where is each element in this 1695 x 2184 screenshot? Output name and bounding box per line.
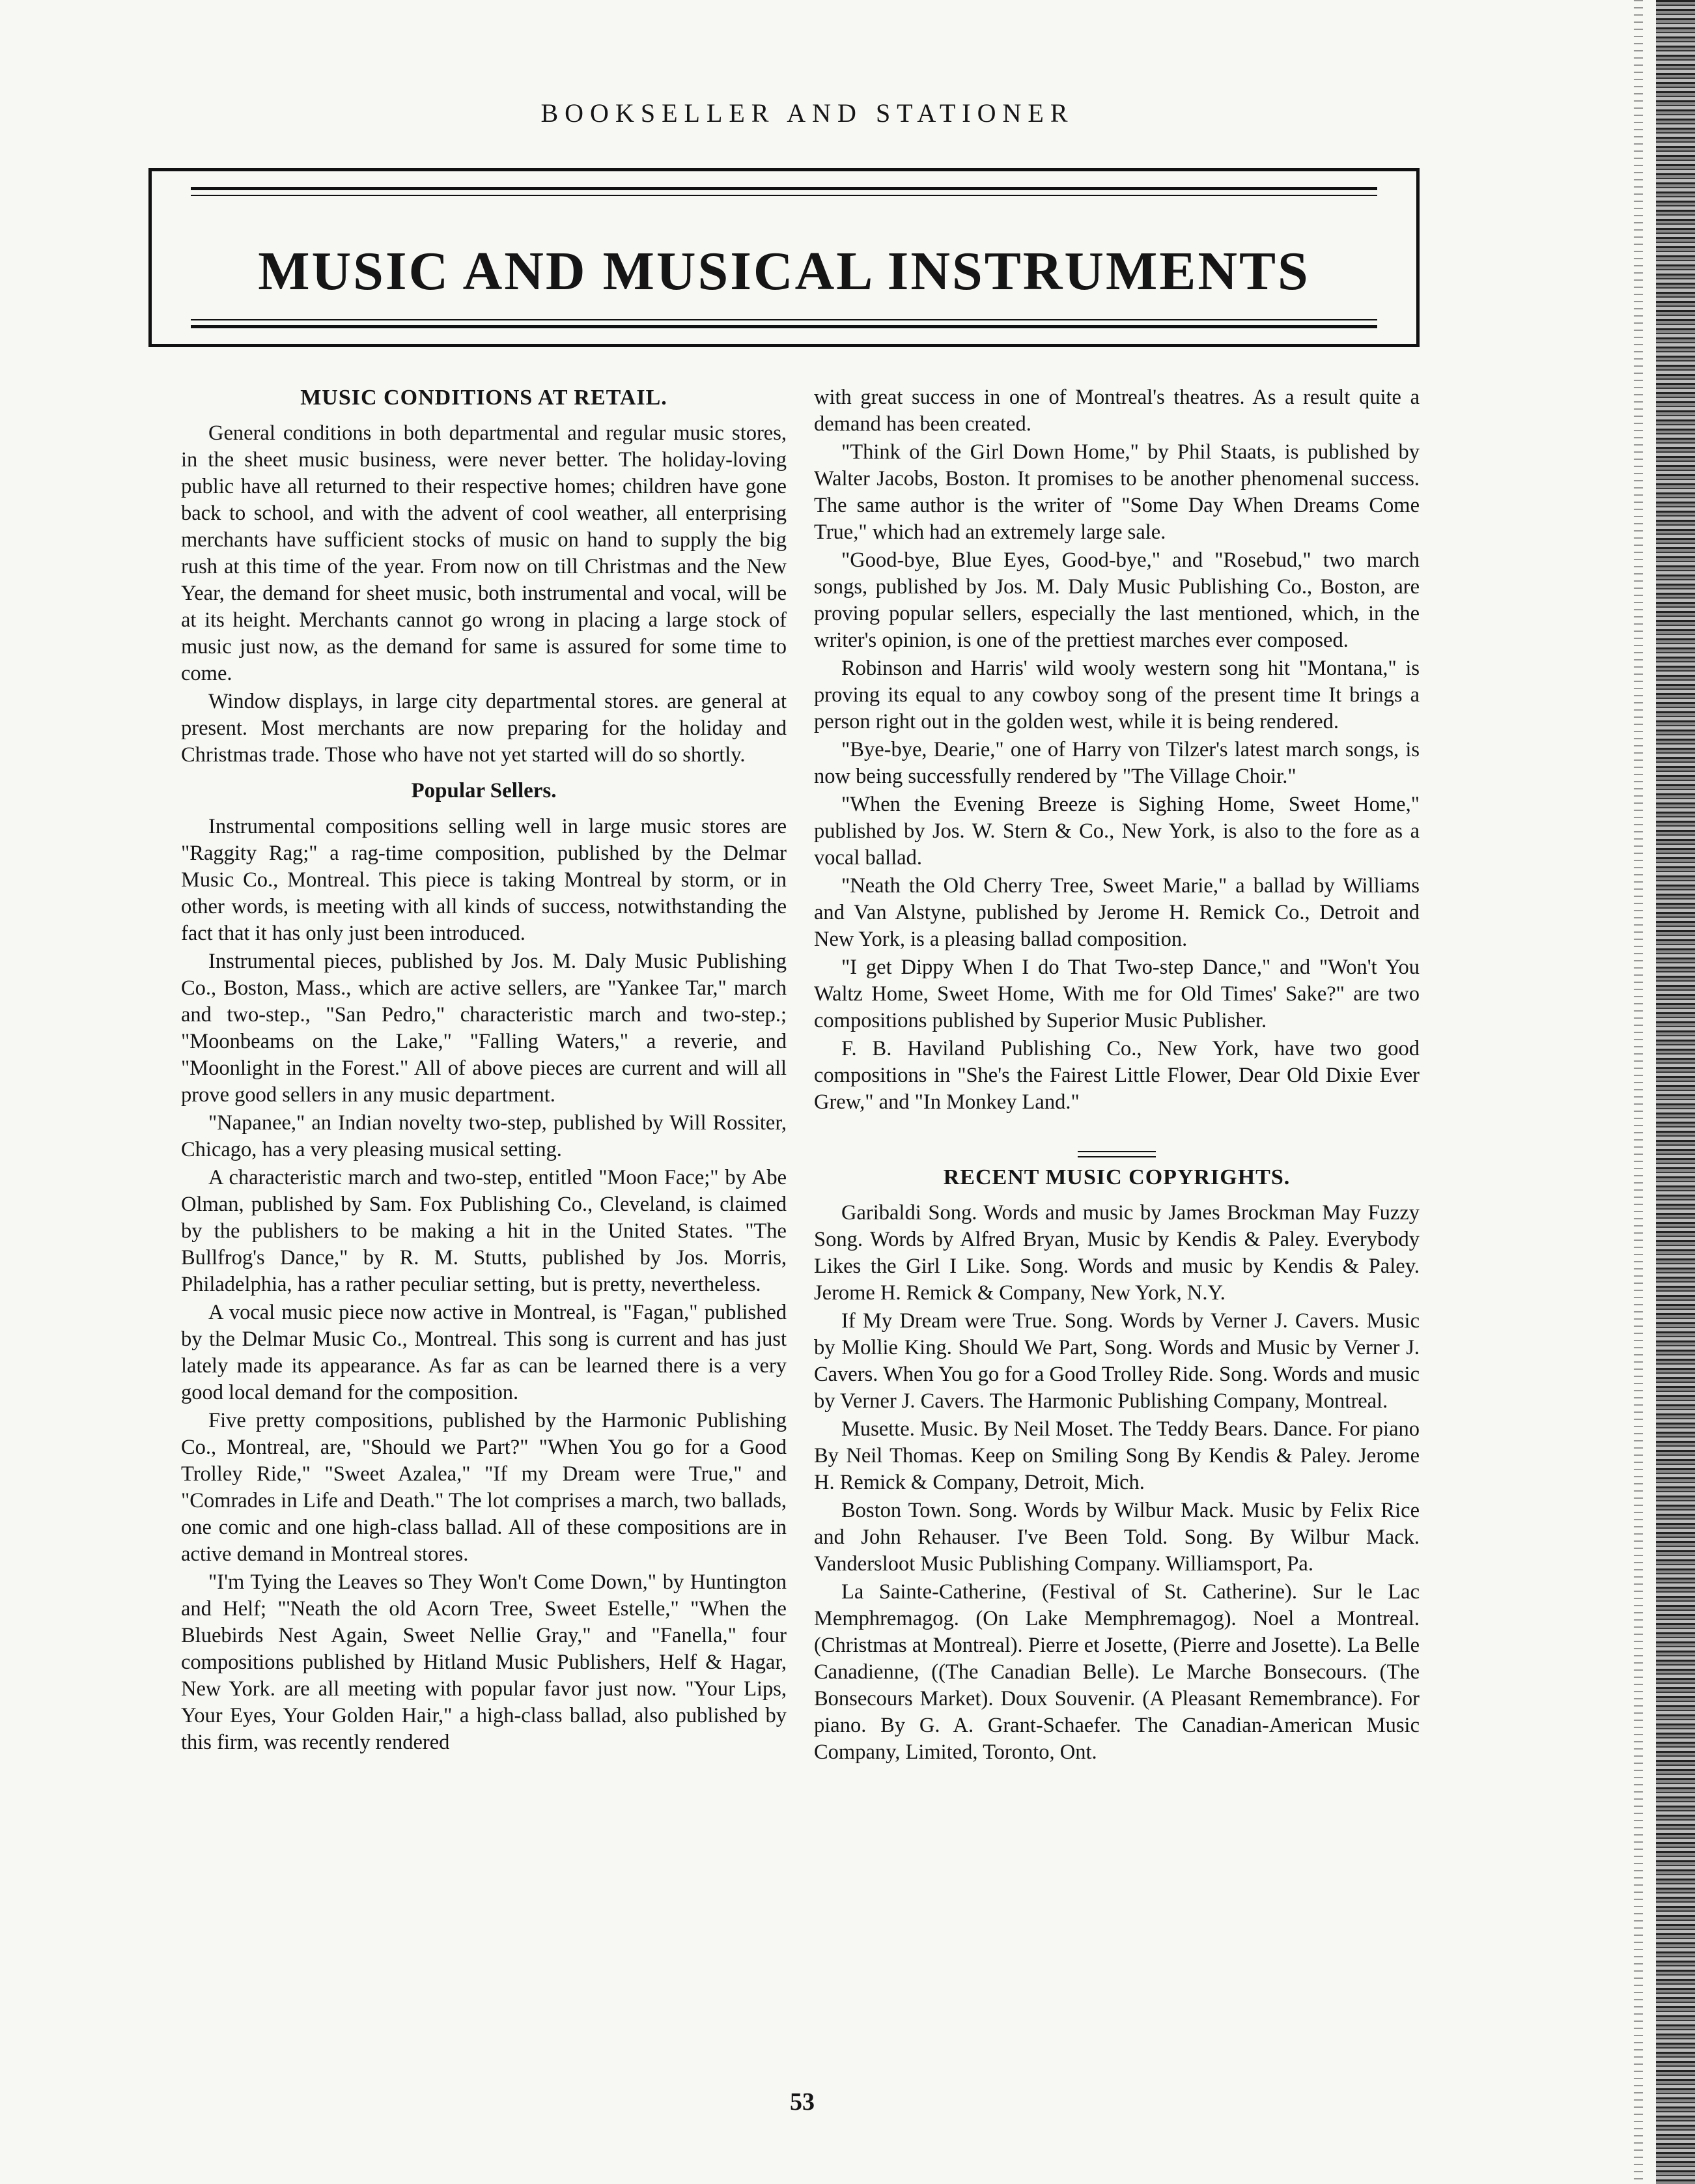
title-rule-bottom [191, 325, 1377, 328]
right-column [814, 384, 1420, 1767]
title-rule-top [191, 187, 1377, 190]
section-heading-music-conditions: MUSIC CONDITIONS AT RETAIL. [300, 386, 667, 410]
section-divider-ornament [1078, 1151, 1156, 1157]
subheading-popular-sellers: Popular Sellers. [411, 779, 557, 802]
copyright-entry: Musette. Music. By Neil Moset. The Teddy Bears. Dance. For piano By Neil Thomas. Keep on Smiling Song By Kendis & Paley. Jerome H. Remick & Company, Detroit, Mich. [814, 1417, 1420, 1494]
paragraph: "Napanee," an Indian novelty two-step, published by Will Rossiter, Chicago, has a very pleasing musical setting. [181, 1111, 787, 1161]
running-head: BOOKSELLER AND STATIONER [540, 98, 1074, 128]
paragraph: "Think of the Girl Down Home," by Phil Staats, is published by Walter Jacobs, Boston. It promises to be another phenomenal success. The same author is the writer of "Some Day When Dreams Come True," which had an extremely large sale. [814, 440, 1420, 544]
paragraph: Robinson and Harris' wild wooly western song hit "Montana," is proving its equal to any cowboy song of the present time It brings a person right out in the golden west, while it is being rendered. [814, 657, 1420, 733]
paragraph: "When the Evening Breeze is Sighing Home, Sweet Home," published by Jos. W. Stern & Co., New York, is also to the fore as a vocal ballad. [814, 793, 1420, 870]
paragraph: A vocal music piece now active in Montreal, is "Fagan," published by the Delmar Music Co., Montreal. This song is current and has just lately made its appearance. As far as can be learned there is a very good local demand for the composition. [181, 1301, 787, 1404]
page-title: MUSIC AND MUSICAL INSTRUMENTS [258, 241, 1310, 302]
paragraph: "Neath the Old Cherry Tree, Sweet Marie," a ballad by Williams and Van Alstyne, published by Jerome H. Remick Co., Detroit and New York, is a pleasing ballad composition. [814, 874, 1420, 951]
copyright-entry: La Sainte-Catherine, (Festival of St. Catherine). Sur le Lac Memphremagog. (On Lake Memphremagog). Noel a Montreal. (Christmas at Montreal). Pierre et Josette, (Pierre and Josette). La Belle Canadienne, ((The Canadian Belle). Le Marche Bonsecours. (The Bonsecours Market). Doux Souvenir. (A Pleasant Remembrance). For piano. By G. A. Grant-Schaefer. The Canadian-American Music Company, Limited, Toronto, Ont. [814, 1580, 1420, 1764]
paragraph: Instrumental compositions selling well in large music stores are "Raggity Rag;" a rag-time composition, published by the Delmar Music Co., Montreal. This piece is taking Montreal by storm, or in other words, is meeting with all kinds of success, notwithstanding the fact that it has only just been introduced. [181, 815, 787, 945]
paragraph-continued: with great success in one of Montreal's theatres. As a result quite a demand has been created. [814, 386, 1420, 436]
scan-edge-strip [1656, 0, 1695, 2184]
copyright-entry: Garibaldi Song. Words and music by James Brockman May Fuzzy Song. Words by Alfred Bryan, Music by Kendis & Paley. Everybody Likes the Girl I Like. Song. Words and music by Kendis & Paley. Jerome H. Remick & Company, New York, N.Y. [814, 1201, 1420, 1305]
paragraph: Five pretty compositions, published by the Harmonic Publishing Co., Montreal, are, "Should we Part?" "When You go for a Good Trolley Ride," "Sweet Azalea," "If my Dream were True," and "Comrades in Life and Death." The lot comprises a march, two ballads, one comic and one high-class ballad. All of these compositions are in active demand in Montreal stores. [181, 1409, 787, 1566]
paragraph: F. B. Haviland Publishing Co., New York, have two good compositions in "She's the Fairest Little Flower, Dear Old Dixie Ever Grew," and "In Monkey Land." [814, 1037, 1420, 1114]
copyright-entry: If My Dream were True. Song. Words by Verner J. Cavers. Music by Mollie King. Should We Part, Song. Words and Music by Verner J. Cavers. When You go for a Good Trolley Ride. Song. Words and music by Verner J. Cavers. The Harmonic Publishing Company, Montreal. [814, 1309, 1420, 1413]
title-rule-top-thin [191, 195, 1377, 196]
copyright-entry: Boston Town. Song. Words by Wilbur Mack. Music by Felix Rice and John Rehauser. I've Been Told. Song. By Wilbur Mack. Vandersloot Music Publishing Company. Williamsport, Pa. [814, 1499, 1420, 1576]
section-heading-recent-copyrights: RECENT MUSIC COPYRIGHTS. [943, 1165, 1291, 1189]
title-rule-bottom-thin [191, 319, 1377, 320]
paragraph: "I'm Tying the Leaves so They Won't Come Down," by Huntington and Helf; "'Neath the old Acorn Tree, Sweet Estelle," "When the Bluebirds Nest Again, Sweet Nellie Gray," and "Fanella," four compositions published by Hitland Music Publishers, Helf & Hagar, New York. are all meeting with popular favor just now. "Your Lips, Your Eyes, Your Golden Hair," a high-class ballad, also published by this firm, was recently rendered [181, 1570, 787, 1754]
title-banner [148, 168, 1420, 347]
paragraph: General conditions in both departmental and regular music stores, in the sheet music business, were never better. The holiday-loving public have all returned to their respective homes; children have gone back to school, and with the advent of cool weather, all enterprising merchants have sufficient stocks of music on hand to supply the big rush at this time of the year. From now on till Christmas and the New Year, the demand for sheet music, both instrumental and vocal, will be at its height. Merchants cannot go wrong in placing a large stock of music just now, as the demand for same is assured for some time to come. [181, 421, 787, 685]
paragraph: "Bye-bye, Dearie," one of Harry von Tilzer's latest march songs, is now being successfully rendered by "The Village Choir." [814, 738, 1420, 788]
paragraph: "I get Dippy When I do That Two-step Dance," and "Won't You Waltz Home, Sweet Home, With me for Old Times' Sake?" are two compositions published by Superior Music Publisher. [814, 956, 1420, 1032]
section-spacer [814, 1117, 1420, 1142]
scan-edge-marks [1634, 0, 1643, 2184]
paragraph: Window displays, in large city departmental stores. are general at present. Most merchants are now preparing for the holiday and Christmas trade. Those who have not yet started will do so shortly. [181, 690, 787, 767]
paragraph: "Good-bye, Blue Eyes, Good-bye," and "Rosebud," two march songs, published by Jos. M. Daly Music Publishing Co., Boston, are proving popular sellers, especially the last mentioned, which, in the writer's opinion, is one of the prettiest marches ever composed. [814, 548, 1420, 652]
page-number: 53 [790, 2088, 815, 2116]
left-column [181, 384, 787, 1757]
paragraph: Instrumental pieces, published by Jos. M. Daly Music Publishing Co., Boston, Mass., which are active sellers, are "Yankee Tar," march and two-step., "San Pedro," characteristic march and two-step.; "Moonbeams on the Lake," "Falling Waters," a reverie, and "Moonlight in the Forest." All of above pieces are current and will all prove good sellers in any music department. [181, 950, 787, 1107]
paragraph: A characteristic march and two-step, entitled "Moon Face;" by Abe Olman, published by Sam. Fox Publishing Co., Cleveland, is claimed by the publishers to be making a hit in the United States. "The Bullfrog's Dance," by R. M. Stutts, published by Jos. Morris, Philadelphia, has a rather peculiar setting, but is pretty, nevertheless. [181, 1166, 787, 1296]
